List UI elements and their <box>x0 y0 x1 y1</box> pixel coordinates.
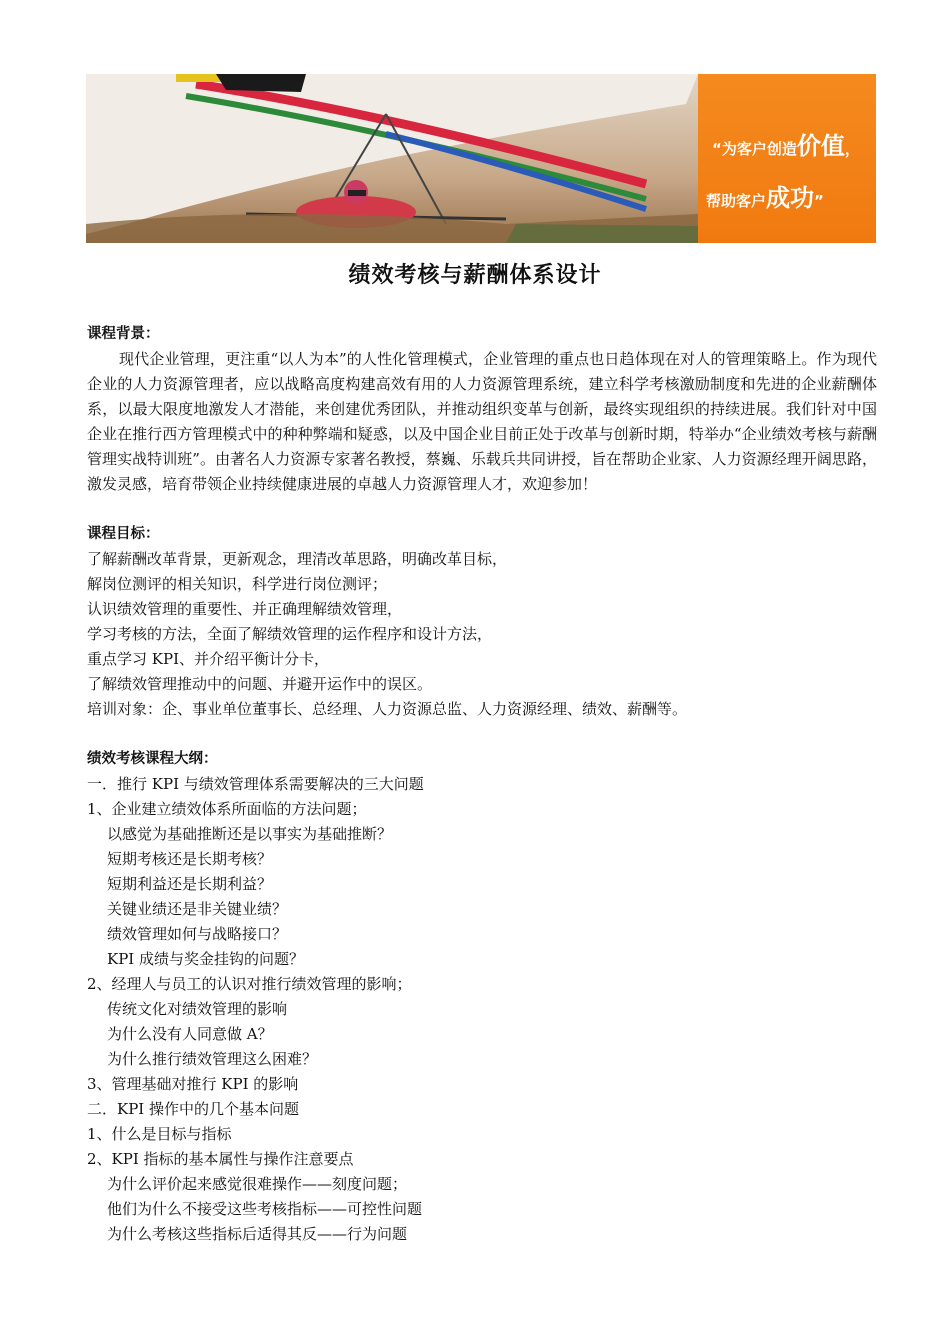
outline-subitem: 为什么推行绩效管理这么困难？ <box>107 1050 318 1068</box>
outline-item: 1、什么是目标与指标 <box>87 1125 232 1143</box>
slogan-line-2-small: 帮助客户 <box>706 192 767 210</box>
outline-item: 2、经理人与员工的认识对推行绩效管理的影响； <box>87 975 412 993</box>
goals-list <box>87 547 877 722</box>
outline-item: 二．KPI 操作中的几个基本问题 <box>87 1100 299 1118</box>
outline-item: 2、KPI 指标的基本属性与操作注意要点 <box>87 1150 354 1168</box>
outline-subitem: KPI 成绩与奖金挂钩的问题？ <box>107 950 304 968</box>
spacer <box>87 497 877 522</box>
document-title: 绩效考核与薪酬体系设计 <box>348 263 602 288</box>
outline-subitem: 关键业绩还是非关键业绩？ <box>107 900 288 918</box>
outline-subitem: 他们为什么不接受这些考核指标——可控性问题 <box>107 1200 423 1218</box>
slogan-line-2-big: 成功 <box>766 184 815 212</box>
outline-list <box>87 772 877 1247</box>
goal-item: 解岗位测评的相关知识，科学进行岗位测评； <box>87 575 388 593</box>
outline-heading: 绩效考核课程大纲： <box>87 751 218 767</box>
outline-subitem: 短期利益还是长期利益？ <box>107 875 273 893</box>
slogan-line-2: 帮助客户成功” <box>706 184 824 212</box>
slogan-line-1-small: 为客户创造 <box>721 140 797 158</box>
slogan-panel <box>698 74 876 243</box>
goal-item: 培训对象：企、事业单位董事长、总经理、人力资源总监、人力资源经理、绩效、薪酬等。 <box>87 700 688 718</box>
goal-item: 认识绩效管理的重要性、并正确理解绩效管理， <box>87 600 403 618</box>
outline-subitem: 以感觉为基础推断还是以事实为基础推断？ <box>107 825 393 843</box>
goal-item: 了解薪酬改革背景，更新观念，理清改革思路，明确改革目标， <box>87 550 508 568</box>
slogan-line-1: “为客户创造价值， <box>712 132 860 160</box>
background-paragraph: 现代企业管理，更注重“以人为本”的人性化管理模式，企业管理的重点也日趋体现在对人的管理策略上。作为现代企业的人力资源管理者，应以战略高度构建高效有用的人力资源管理系统，建立科学考核激励制度和先进的企业薪酬体系，以最大限度地激发人才潜能，来创建优秀团队，并推动组织变革与创新，最终实现组织的持续进展。我们针对中国企业在推行西方管理模式中的种种弊端和疑惑，以及中国企业目前正处于改革与创新时期，特举办“企业绩效考核与薪酬管理实战特训班”。由著名人力资源专家著名教授，蔡巍、乐载兵共同讲授，旨在帮助企业家、人力资源经理开阔思路，激发灵感，培育带领企业持续健康进展的卓越人力资源管理人才，欢迎参加！ <box>87 350 877 493</box>
hang-glider-photo <box>86 74 698 243</box>
outline-subitem: 为什么没有人同意做 A？ <box>107 1025 273 1043</box>
outline-subitem: 为什么考核这些指标后适得其反——行为问题 <box>107 1225 408 1243</box>
document-body <box>87 322 877 1247</box>
spacer <box>87 722 877 747</box>
header-banner <box>86 74 876 243</box>
hang-glider-illustration <box>86 74 698 243</box>
goal-item: 学习考核的方法，全面了解绩效管理的运作程序和设计方法， <box>87 625 493 643</box>
goal-item: 了解绩效管理推动中的问题、并避开运作中的误区。 <box>87 675 433 693</box>
background-heading: 课程背景： <box>87 326 160 342</box>
outline-subitem: 短期考核还是长期考核？ <box>107 850 273 868</box>
outline-subitem: 为什么评价起来感觉很难操作——刻度问题； <box>107 1175 408 1193</box>
goals-heading: 课程目标： <box>87 526 160 542</box>
goal-item: 重点学习 KPI、并介绍平衡计分卡， <box>87 650 329 668</box>
outline-subitem: 绩效管理如何与战略接口？ <box>107 925 288 943</box>
outline-item: 1、企业建立绩效体系所面临的方法问题； <box>87 800 367 818</box>
outline-item: 3、管理基础对推行 KPI 的影响 <box>87 1075 299 1093</box>
slogan-line-1-big: 价值 <box>796 132 845 160</box>
outline-subitem: 传统文化对绩效管理的影响 <box>107 1000 288 1018</box>
outline-item: 一．推行 KPI 与绩效管理体系需要解决的三大问题 <box>87 775 424 793</box>
